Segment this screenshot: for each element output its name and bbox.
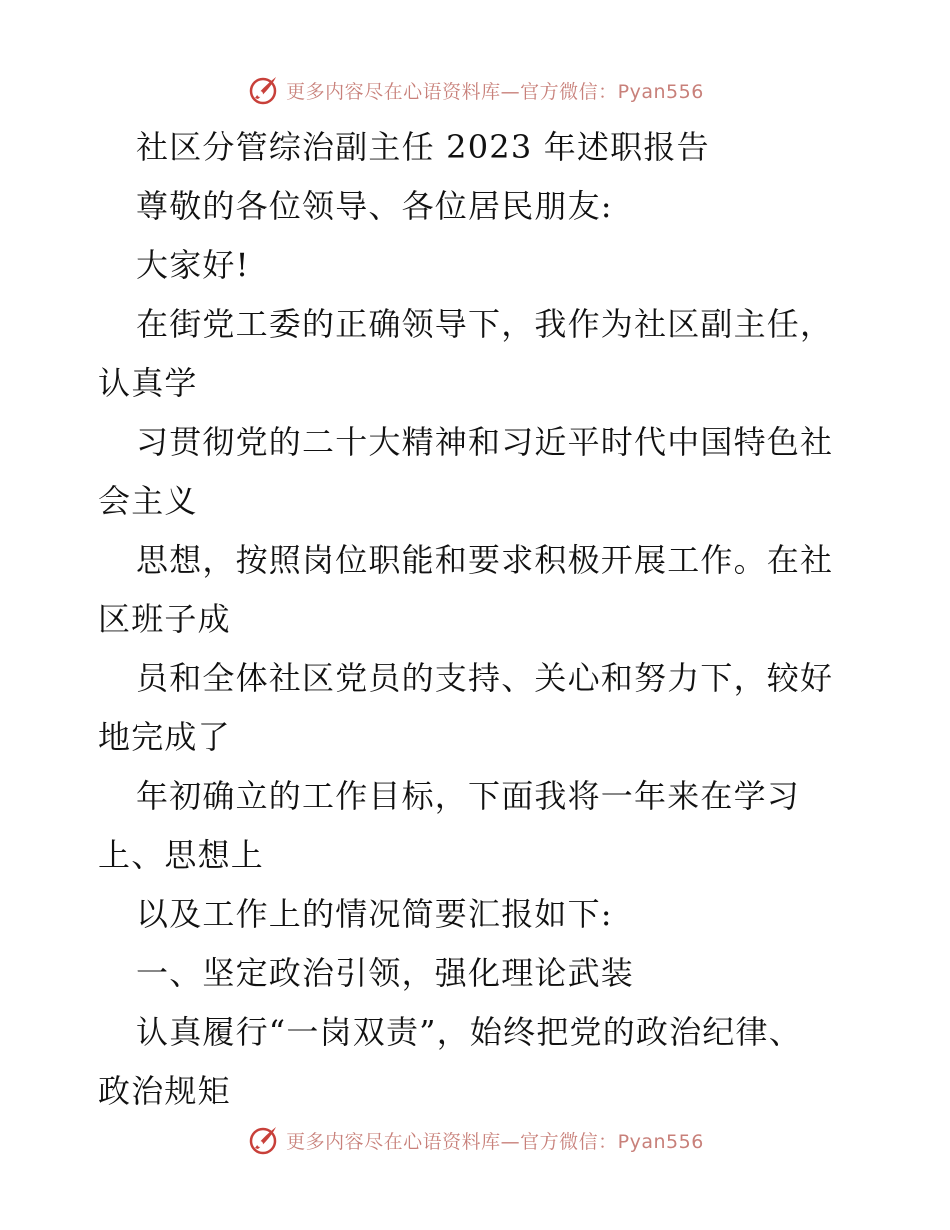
- watermark-text: 更多内容尽在心语资料库—官方微信：Pyan556: [286, 80, 704, 103]
- watermark-banner-bottom: [0, 1120, 950, 1160]
- text-line: 认真学: [98, 364, 198, 402]
- text-line: 一、坚定政治引领，强化理论武装: [136, 954, 635, 992]
- red-quill-logo-icon: [246, 1123, 280, 1157]
- text-line: 年初确立的工作目标，下面我将一年来在学习: [136, 777, 801, 815]
- text-line: 认真履行“一岗双责”，始终把党的政治纪律、: [136, 1013, 802, 1051]
- text-line: 区班子成: [98, 600, 231, 638]
- text-line: 思想，按照岗位职能和要求积极开展工作。在社: [136, 541, 834, 579]
- text-line: 上、思想上: [98, 836, 265, 874]
- watermark-text: 更多内容尽在心语资料库—官方微信：Pyan556: [286, 1130, 704, 1153]
- text-line: 以及工作上的情况简要汇报如下:: [136, 895, 613, 933]
- text-line: 习贯彻党的二十大精神和习近平时代中国特色社: [136, 423, 834, 461]
- text-line: 大家好!: [136, 246, 250, 284]
- red-quill-logo-icon: [246, 73, 280, 107]
- text-line: 地完成了: [98, 718, 231, 756]
- text-line: 尊敬的各位领导、各位居民朋友:: [136, 187, 613, 225]
- document-body: [98, 118, 858, 1121]
- text-line: 在街党工委的正确领导下，我作为社区副主任，: [136, 305, 834, 343]
- text-line: 会主义: [98, 482, 198, 520]
- watermark-banner-top: [0, 70, 950, 110]
- text-line: 政治规矩: [98, 1072, 231, 1110]
- text-line: 社区分管综治副主任 2023 年述职报告: [136, 128, 710, 166]
- text-line: 员和全体社区党员的支持、关心和努力下，较好: [136, 659, 834, 697]
